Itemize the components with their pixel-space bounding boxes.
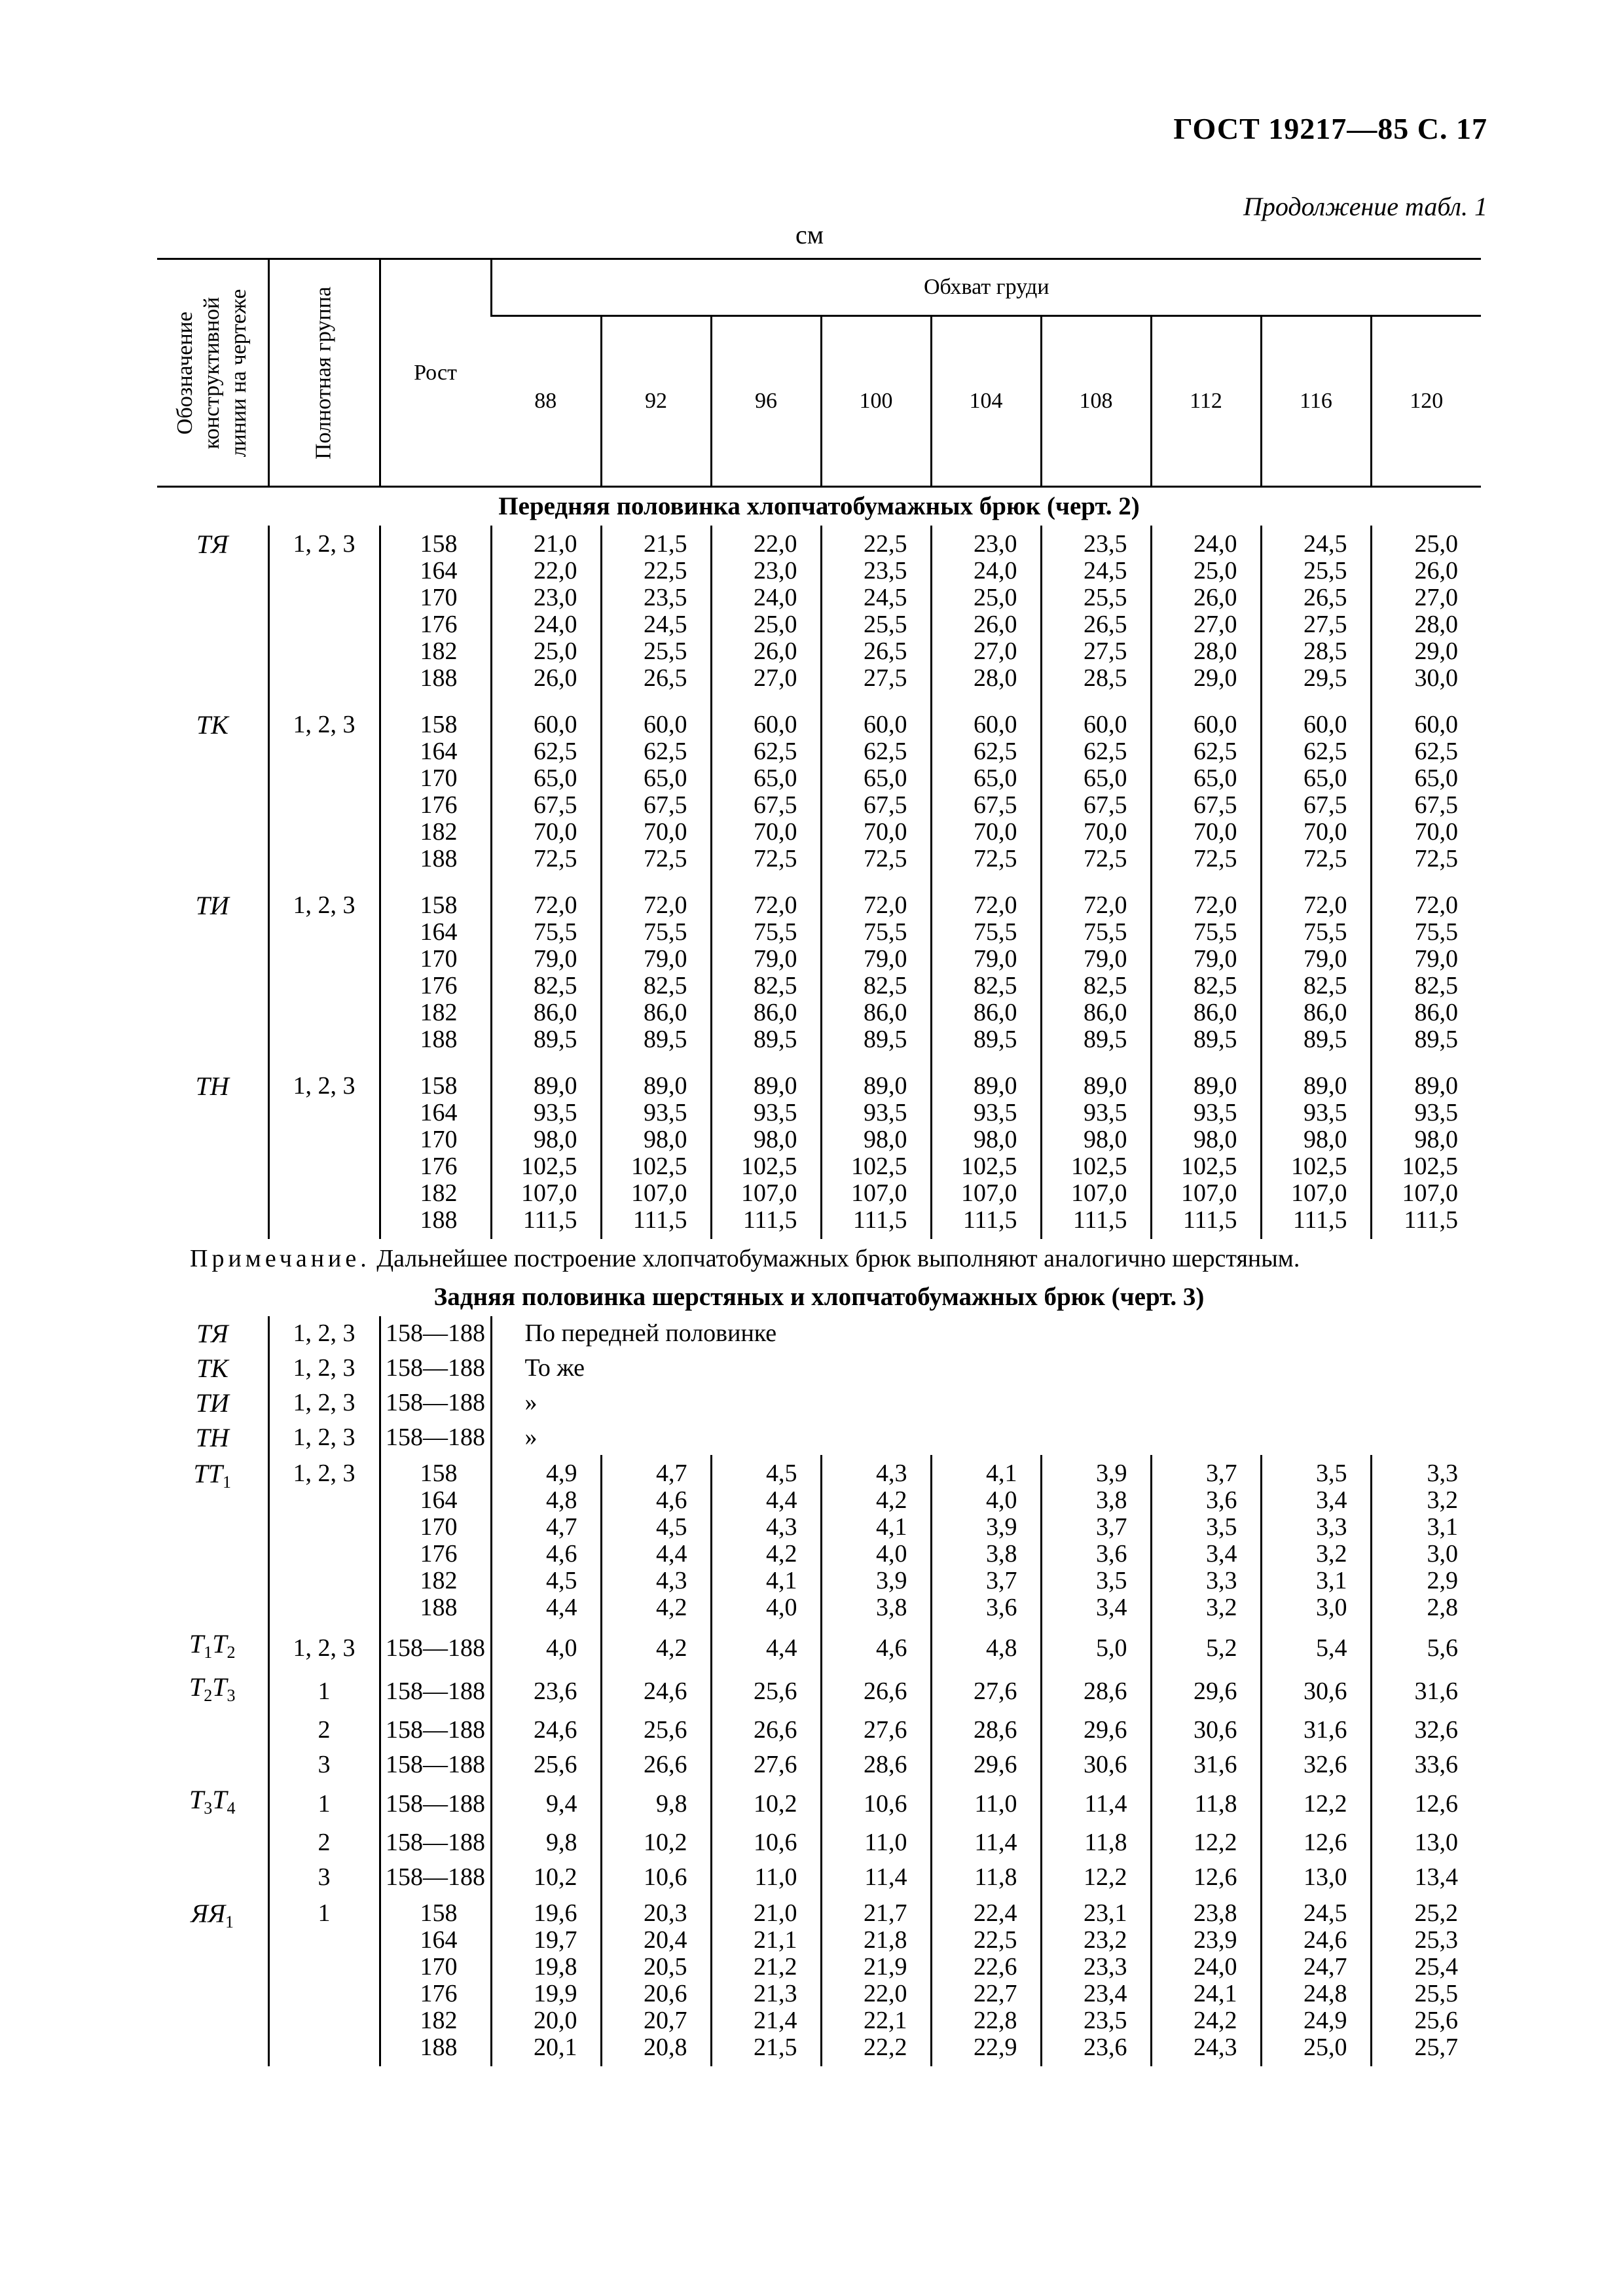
spacer-cell [1371, 697, 1481, 706]
table-continuation-label: Продолжение табл. 1 [1243, 192, 1487, 221]
value-cell: 72,0 75,5 79,0 82,5 86,0 89,5 [1041, 887, 1151, 1058]
column-header-designation [157, 259, 268, 487]
value-cell: 31,6 [1261, 1713, 1371, 1748]
value-cell: 89,0 93,5 98,0 102,5 107,0 111,5 [821, 1067, 931, 1239]
height-cell: 158—188 [380, 1626, 491, 1670]
spacer-cell [931, 697, 1041, 706]
value-cell: 9,8 [491, 1825, 601, 1860]
value-cell: 23,5 24,5 25,5 26,5 27,5 28,5 [1041, 526, 1151, 697]
group-cell: 1, 2, 3 [268, 1420, 380, 1455]
value-cell: 24,0 25,0 26,0 27,0 28,0 29,0 [1151, 526, 1261, 697]
value-cell: 23,8 23,9 24,0 24,1 24,2 24,3 [1151, 1895, 1261, 2066]
value-cell: 60,0 62,5 65,0 67,5 70,0 72,5 [1041, 706, 1151, 878]
spacer-cell [1371, 1058, 1481, 1067]
chest-value-header: 92 [601, 316, 711, 487]
value-cell: 11,8 [1151, 1782, 1261, 1825]
value-cell: 4,8 [931, 1626, 1041, 1670]
value-cell: 11,0 [931, 1782, 1041, 1825]
value-cell: 5,0 [1041, 1626, 1151, 1670]
text-row [157, 1351, 1481, 1386]
height-cell: 158—188 [380, 1782, 491, 1825]
spacer-row [157, 878, 1481, 887]
value-cell: 22,4 22,5 22,6 22,7 22,8 22,9 [931, 1895, 1041, 2066]
value-cell: 89,0 93,5 98,0 102,5 107,0 111,5 [1261, 1067, 1371, 1239]
value-cell: 60,0 62,5 65,0 67,5 70,0 72,5 [491, 706, 601, 878]
designation-cell [157, 1670, 268, 1713]
value-cell: 22,5 23,5 24,5 25,5 26,5 27,5 [821, 526, 931, 697]
value-cell: 24,5 24,6 24,7 24,8 24,9 25,0 [1261, 1895, 1371, 2066]
spacer-cell [491, 878, 601, 887]
value-cell: 5,6 [1371, 1626, 1481, 1670]
chest-value-header: 120 [1371, 316, 1481, 487]
spacer-cell [1151, 697, 1261, 706]
heights-cell: 158 164 170 176 182 188 [380, 526, 491, 697]
data-block-row [157, 1455, 1481, 1626]
value-cell: 25,6 [711, 1670, 821, 1713]
value-cell: 4,6 [821, 1626, 931, 1670]
designation-letter: Т [189, 1672, 204, 1702]
value-cell: 89,0 93,5 98,0 102,5 107,0 111,5 [711, 1067, 821, 1239]
value-cell: 32,6 [1261, 1748, 1371, 1782]
value-cell: 89,0 93,5 98,0 102,5 107,0 111,5 [1041, 1067, 1151, 1239]
value-cell: 27,6 [711, 1748, 821, 1782]
designation-subscript: 4 [227, 1799, 236, 1818]
designation-cell [157, 1895, 268, 2066]
data-block-row [157, 526, 1481, 697]
height-cell: 158—188 [380, 1825, 491, 1860]
note-label: Примечание. [190, 1245, 371, 1272]
designation-header-line: конструктивной [199, 296, 224, 449]
value-cell: 23,6 [491, 1670, 601, 1713]
group-cell: 1, 2, 3 [268, 1626, 380, 1670]
value-cell: 33,6 [1371, 1748, 1481, 1782]
value-cell: 11,0 [711, 1860, 821, 1895]
designation-subscript: 3 [204, 1799, 213, 1818]
spacer-cell [601, 1058, 711, 1067]
value-cell: 4,2 [601, 1626, 711, 1670]
value-cell: 3,3 3,2 3,1 3,0 2,9 2,8 [1371, 1455, 1481, 1626]
spacer-cell [821, 1058, 931, 1067]
note-cell [157, 1239, 1481, 1278]
designation-cell [157, 1713, 268, 1748]
value-cell: 89,0 93,5 98,0 102,5 107,0 111,5 [491, 1067, 601, 1239]
value-cell: 12,2 [1041, 1860, 1151, 1895]
note-text: Дальнейшее построение хлопчатобумажных брюк выполняют аналогично шерстяным. [370, 1245, 1300, 1272]
spacer-cell [931, 1058, 1041, 1067]
value-cell: 11,0 [821, 1825, 931, 1860]
spacer-cell [1041, 697, 1151, 706]
group-cell: 1, 2, 3 [268, 887, 380, 1058]
section-title: Передняя половинка хлопчатобумажных брюк (черт. 2) [498, 492, 1140, 520]
chest-value-header: 108 [1041, 316, 1151, 487]
value-cell: 24,5 25,5 26,5 27,5 28,5 29,5 [1261, 526, 1371, 697]
value-cell: 72,0 75,5 79,0 82,5 86,0 89,5 [711, 887, 821, 1058]
designation-cell: ТЯ [196, 529, 228, 559]
value-cell: 10,2 [601, 1825, 711, 1860]
value-cell: 21,0 22,0 23,0 24,0 25,0 26,0 [491, 526, 601, 697]
section-title-row [157, 487, 1481, 526]
value-cell: 60,0 62,5 65,0 67,5 70,0 72,5 [1371, 706, 1481, 878]
designation-cell [157, 1825, 268, 1860]
value-cell: 4,1 4,0 3,9 3,8 3,7 3,6 [931, 1455, 1041, 1626]
value-cell: 89,0 93,5 98,0 102,5 107,0 111,5 [931, 1067, 1041, 1239]
group-cell: 1, 2, 3 [268, 1316, 380, 1351]
value-cell: 72,0 75,5 79,0 82,5 86,0 89,5 [1371, 887, 1481, 1058]
value-cell: 23,1 23,2 23,3 23,4 23,5 23,6 [1041, 1895, 1151, 2066]
height-cell: 158—188 [380, 1860, 491, 1895]
text-row [157, 1420, 1481, 1455]
spacer-cell [491, 697, 601, 706]
value-cell: 4,5 4,4 4,3 4,2 4,1 4,0 [711, 1455, 821, 1626]
group-cell: 1, 2, 3 [268, 1455, 380, 1626]
value-cell: 31,6 [1371, 1670, 1481, 1713]
spacer-cell [711, 1058, 821, 1067]
designation-subscript: 3 [227, 1686, 236, 1705]
value-cell: 25,6 [601, 1713, 711, 1748]
value-cell: 10,2 [491, 1860, 601, 1895]
value-cell: 72,0 75,5 79,0 82,5 86,0 89,5 [821, 887, 931, 1058]
spacer-cell [601, 697, 711, 706]
group-cell: 2 [268, 1713, 380, 1748]
value-cell: 26,6 [821, 1670, 931, 1713]
chest-header-text: Обхват груди [923, 275, 1049, 299]
value-cell: 28,6 [931, 1713, 1041, 1748]
spacer-cell [268, 697, 380, 706]
group-cell: 2 [268, 1825, 380, 1860]
data-block-row [157, 1067, 1481, 1239]
group-cell: 1, 2, 3 [268, 526, 380, 697]
designation-cell [157, 1860, 268, 1895]
value-cell: 26,6 [601, 1748, 711, 1782]
chest-value-header: 96 [711, 316, 821, 487]
height-cell: 158—188 [380, 1316, 491, 1351]
value-cell: 11,8 [1041, 1825, 1151, 1860]
value-cell: 21,0 21,1 21,2 21,3 21,4 21,5 [711, 1895, 821, 2066]
value-cell: 9,8 [601, 1782, 711, 1825]
value-cell: 10,2 [711, 1782, 821, 1825]
value-cell: 12,6 [1151, 1860, 1261, 1895]
heights-cell: 158 164 170 176 182 188 [380, 1067, 491, 1239]
height-header-text: Рост [414, 360, 457, 385]
value-cell: 9,4 [491, 1782, 601, 1825]
data-row [157, 1860, 1481, 1895]
data-row [157, 1670, 1481, 1713]
spacer-cell [931, 878, 1041, 887]
spacer-cell [380, 878, 491, 887]
value-cell: 72,0 75,5 79,0 82,5 86,0 89,5 [1151, 887, 1261, 1058]
spacer-cell [1041, 1058, 1151, 1067]
data-block-row [157, 1895, 1481, 2066]
spacer-cell [711, 878, 821, 887]
value-cell: 11,8 [931, 1860, 1041, 1895]
chest-value-header: 112 [1151, 316, 1261, 487]
spacer-cell [711, 697, 821, 706]
group-cell: 1, 2, 3 [268, 1351, 380, 1386]
reference-text-cell: По передней половинке [491, 1316, 1481, 1351]
group-cell: 1, 2, 3 [268, 706, 380, 878]
value-cell: 4,9 4,8 4,7 4,6 4,5 4,4 [491, 1455, 601, 1626]
value-cell: 21,5 22,5 23,5 24,5 25,5 26,5 [601, 526, 711, 697]
data-row [157, 1713, 1481, 1748]
data-row [157, 1626, 1481, 1670]
designation-letter: Т [189, 1629, 204, 1659]
height-cell: 158—188 [380, 1670, 491, 1713]
value-cell: 89,0 93,5 98,0 102,5 107,0 111,5 [601, 1067, 711, 1239]
value-cell: 28,6 [1041, 1670, 1151, 1713]
value-cell: 4,3 4,2 4,1 4,0 3,9 3,8 [821, 1455, 931, 1626]
value-cell: 20,3 20,4 20,5 20,6 20,7 20,8 [601, 1895, 711, 2066]
value-cell: 12,6 [1261, 1825, 1371, 1860]
group-cell: 1, 2, 3 [268, 1067, 380, 1239]
value-cell: 60,0 62,5 65,0 67,5 70,0 72,5 [1151, 706, 1261, 878]
designation-letter: ЯЯ [191, 1899, 226, 1928]
data-row [157, 1825, 1481, 1860]
spacer-cell [1261, 1058, 1371, 1067]
spacer-cell [157, 878, 268, 887]
value-cell: 30,6 [1041, 1748, 1151, 1782]
value-cell: 60,0 62,5 65,0 67,5 70,0 72,5 [931, 706, 1041, 878]
column-header-group [268, 259, 380, 487]
value-cell: 22,0 23,0 24,0 25,0 26,0 27,0 [711, 526, 821, 697]
designation-cell: ТК [196, 710, 228, 740]
value-cell: 25,0 26,0 27,0 28,0 29,0 30,0 [1371, 526, 1481, 697]
height-cell: 158—188 [380, 1351, 491, 1386]
value-cell: 24,6 [601, 1670, 711, 1713]
spacer-cell [821, 878, 931, 887]
designation-subscript: 2 [204, 1686, 213, 1705]
value-cell: 10,6 [601, 1860, 711, 1895]
spacer-cell [1371, 878, 1481, 887]
value-cell: 29,6 [931, 1748, 1041, 1782]
value-cell: 12,6 [1371, 1782, 1481, 1825]
value-cell: 26,6 [711, 1713, 821, 1748]
value-cell: 13,4 [1371, 1860, 1481, 1895]
spacer-row [157, 1058, 1481, 1067]
value-cell: 30,6 [1261, 1670, 1371, 1713]
designation-subscript: 1 [223, 1473, 231, 1492]
group-cell: 1 [268, 1670, 380, 1713]
designation-subscript: 1 [225, 1912, 234, 1931]
spacer-cell [1261, 697, 1371, 706]
value-cell: 10,6 [711, 1825, 821, 1860]
data-block-row [157, 706, 1481, 878]
value-cell: 72,0 75,5 79,0 82,5 86,0 89,5 [1261, 887, 1371, 1058]
designation-cell: ТИ [195, 891, 229, 920]
chest-value-header: 88 [491, 316, 601, 487]
spacer-cell [157, 697, 268, 706]
heights-cell: 158 164 170 176 182 188 [380, 887, 491, 1058]
column-header-chest [491, 259, 1481, 316]
value-cell: 21,7 21,8 21,9 22,0 22,1 22,2 [821, 1895, 931, 2066]
group-cell: 1, 2, 3 [268, 1386, 380, 1420]
value-cell: 32,6 [1371, 1713, 1481, 1748]
group-header-text: Полнотная группа [311, 286, 336, 459]
value-cell: 72,0 75,5 79,0 82,5 86,0 89,5 [931, 887, 1041, 1058]
height-cell: 158—188 [380, 1386, 491, 1420]
spacer-cell [157, 1058, 268, 1067]
designation-letter: Т [212, 1672, 227, 1702]
value-cell: 11,4 [931, 1825, 1041, 1860]
spacer-cell [1041, 878, 1151, 887]
value-cell: 10,6 [821, 1782, 931, 1825]
section-title: Задняя половинка шерстяных и хлопчатобумажных брюк (черт. 3) [433, 1283, 1205, 1311]
spacer-cell [380, 697, 491, 706]
designation-cell: ТН [195, 1423, 229, 1452]
value-cell: 3,9 3,8 3,7 3,6 3,5 3,4 [1041, 1455, 1151, 1626]
value-cell: 4,0 [491, 1626, 601, 1670]
spacer-cell [268, 878, 380, 887]
text-row [157, 1316, 1481, 1351]
value-cell: 28,6 [821, 1748, 931, 1782]
unit-label: см [795, 220, 824, 249]
chest-value-header: 104 [931, 316, 1041, 487]
data-block-row [157, 887, 1481, 1058]
value-cell: 5,4 [1261, 1626, 1371, 1670]
designation-header-line: Обозначение [173, 311, 198, 435]
reference-text-cell: » [491, 1420, 1481, 1455]
section-title-row [157, 1278, 1481, 1316]
designation-cell [157, 1626, 268, 1670]
group-cell: 1 [268, 1782, 380, 1825]
spacer-cell [601, 878, 711, 887]
value-cell: 29,6 [1151, 1670, 1261, 1713]
spacer-cell [1261, 878, 1371, 887]
designation-cell [157, 1748, 268, 1782]
measurements-table [157, 258, 1481, 2066]
data-row [157, 1748, 1481, 1782]
value-cell: 60,0 62,5 65,0 67,5 70,0 72,5 [821, 706, 931, 878]
heights-cell: 158 164 170 176 182 188 [380, 1455, 491, 1626]
value-cell: 19,6 19,7 19,8 19,9 20,0 20,1 [491, 1895, 601, 2066]
value-cell: 11,4 [821, 1860, 931, 1895]
spacer-cell [491, 1058, 601, 1067]
value-cell: 4,7 4,6 4,5 4,4 4,3 4,2 [601, 1455, 711, 1626]
value-cell: 72,0 75,5 79,0 82,5 86,0 89,5 [491, 887, 601, 1058]
group-cell: 3 [268, 1748, 380, 1782]
designation-letter: Т [212, 1785, 227, 1814]
value-cell: 12,2 [1151, 1825, 1261, 1860]
group-cell: 3 [268, 1860, 380, 1895]
value-cell: 13,0 [1261, 1860, 1371, 1895]
designation-letter: Т [212, 1629, 227, 1659]
value-cell: 29,6 [1041, 1713, 1151, 1748]
text-row [157, 1386, 1481, 1420]
designation-cell: ТИ [195, 1388, 229, 1418]
value-cell: 4,4 [711, 1626, 821, 1670]
value-cell: 13,0 [1371, 1825, 1481, 1860]
heights-cell: 158 164 170 176 182 188 [380, 706, 491, 878]
value-cell: 89,0 93,5 98,0 102,5 107,0 111,5 [1151, 1067, 1261, 1239]
designation-cell [157, 1782, 268, 1825]
value-cell: 5,2 [1151, 1626, 1261, 1670]
value-cell: 89,0 93,5 98,0 102,5 107,0 111,5 [1371, 1067, 1481, 1239]
height-cell: 158—188 [380, 1748, 491, 1782]
designation-cell: ТК [196, 1354, 228, 1383]
value-cell: 27,6 [821, 1713, 931, 1748]
value-cell: 31,6 [1151, 1748, 1261, 1782]
designation-cell: ТН [195, 1071, 229, 1101]
height-cell: 158—188 [380, 1420, 491, 1455]
value-cell: 23,0 24,0 25,0 26,0 27,0 28,0 [931, 526, 1041, 697]
spacer-cell [1151, 1058, 1261, 1067]
spacer-cell [380, 1058, 491, 1067]
heights-cell: 158 164 170 176 182 188 [380, 1895, 491, 2066]
height-cell: 158—188 [380, 1713, 491, 1748]
value-cell: 12,2 [1261, 1782, 1371, 1825]
reference-text-cell: » [491, 1386, 1481, 1420]
designation-cell [157, 1455, 268, 1626]
spacer-row [157, 697, 1481, 706]
reference-text-cell: То же [491, 1351, 1481, 1386]
value-cell: 27,6 [931, 1670, 1041, 1713]
spacer-cell [821, 697, 931, 706]
value-cell: 30,6 [1151, 1713, 1261, 1748]
value-cell: 60,0 62,5 65,0 67,5 70,0 72,5 [711, 706, 821, 878]
value-cell: 11,4 [1041, 1782, 1151, 1825]
designation-subscript: 1 [204, 1643, 213, 1662]
designation-header-line: линии на чертеже [226, 289, 251, 457]
table-body [157, 487, 1481, 2067]
value-cell: 25,6 [491, 1748, 601, 1782]
column-header-height [380, 259, 491, 487]
note-row [157, 1239, 1481, 1278]
chest-value-header: 116 [1261, 316, 1371, 487]
page-header: ГОСТ 19217—85 С. 17 [1173, 112, 1487, 145]
group-cell: 1 [268, 1895, 380, 2066]
data-row [157, 1782, 1481, 1825]
spacer-cell [268, 1058, 380, 1067]
value-cell: 3,5 3,4 3,3 3,2 3,1 3,0 [1261, 1455, 1371, 1626]
designation-letter: Т [189, 1785, 204, 1814]
value-cell: 72,0 75,5 79,0 82,5 86,0 89,5 [601, 887, 711, 1058]
value-cell: 24,6 [491, 1713, 601, 1748]
designation-subscript: 2 [227, 1643, 236, 1662]
designation-cell: ТЯ [196, 1319, 228, 1348]
value-cell: 60,0 62,5 65,0 67,5 70,0 72,5 [601, 706, 711, 878]
value-cell: 60,0 62,5 65,0 67,5 70,0 72,5 [1261, 706, 1371, 878]
designation-letter: ТТ [193, 1459, 223, 1488]
chest-value-header: 100 [821, 316, 931, 487]
value-cell: 25,2 25,3 25,4 25,5 25,6 25,7 [1371, 1895, 1481, 2066]
spacer-cell [1151, 878, 1261, 887]
value-cell: 3,7 3,6 3,5 3,4 3,3 3,2 [1151, 1455, 1261, 1626]
